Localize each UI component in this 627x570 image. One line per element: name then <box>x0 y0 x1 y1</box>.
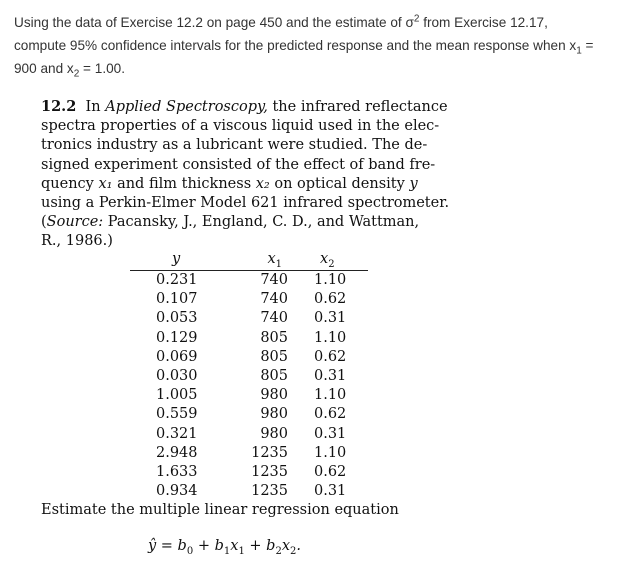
table-row <box>130 405 368 424</box>
cell-y: 0.934 <box>156 483 198 500</box>
exercise-line: 12.2 In Applied Spectroscopy, the infrared reflectance <box>41 98 448 115</box>
cell-x2: 1.10 <box>314 444 347 461</box>
table-row <box>130 482 368 501</box>
table-row <box>130 271 368 290</box>
cell-x2: 1.10 <box>314 272 347 288</box>
question-text <box>14 11 619 80</box>
cell-y: 0.053 <box>156 310 198 327</box>
cell-y: 1.633 <box>156 463 198 480</box>
cell-x1: 805 <box>260 348 288 365</box>
cell-x1: 1235 <box>251 444 288 461</box>
table-row <box>130 386 368 405</box>
exercise-line: tronics industry as a lubricant were studied. The de- <box>41 137 428 154</box>
cell-y: 0.030 <box>156 367 198 384</box>
header-y: y <box>172 251 181 267</box>
question-line-3: 900 and $x_2 = 1.00$. <box>14 61 126 80</box>
cell-x1: 740 <box>260 291 288 308</box>
cell-x2: 0.31 <box>314 310 347 327</box>
exercise-excerpt <box>41 97 471 252</box>
cell-x2: 0.62 <box>314 463 347 480</box>
table-row <box>130 348 368 367</box>
cell-x2: 1.10 <box>314 387 347 404</box>
table-row <box>130 367 368 386</box>
table-header <box>130 251 368 271</box>
exercise-line: (Source: Pacansky, J., England, C. D., and Wattman, <box>41 214 420 231</box>
cell-x1: 740 <box>260 310 288 327</box>
table-row <box>130 290 368 309</box>
cell-x1: 980 <box>260 406 288 423</box>
exercise-number: 12.2 <box>41 98 77 115</box>
exercise-line: quency x₁ and film thickness x₂ on optical density y <box>41 175 418 192</box>
cell-x1: 805 <box>260 367 288 384</box>
estimate-instruction: Estimate the multiple linear regression equation <box>41 502 399 518</box>
cell-x2: 0.31 <box>314 483 347 500</box>
question-line-2: compute 95% confidence intervals for the predicted response and the mean response when $x_1$ = <box>14 38 594 57</box>
table-row <box>130 463 368 482</box>
exercise-line: signed experiment consisted of the effect of band fre- <box>41 156 436 173</box>
cell-x1: 1235 <box>251 463 288 480</box>
cell-x1: 980 <box>260 425 288 442</box>
x1-subscript: 1 <box>576 45 582 57</box>
cell-x2: 0.62 <box>314 291 347 308</box>
table-row <box>130 329 368 348</box>
cell-y: 0.107 <box>156 291 198 308</box>
cell-y: 0.129 <box>156 329 198 346</box>
exercise-line: using a Perkin-Elmer Model 621 infrared spectrometer. <box>41 195 450 212</box>
cell-y: 0.559 <box>156 406 198 423</box>
question-line-1: Using the data of Exercise 12.2 on page 450 and the estimate of $\sigma^2$ from Exercise 12.17, <box>14 13 548 30</box>
table-row <box>130 309 368 328</box>
table-row <box>130 425 368 444</box>
cell-x2: 0.62 <box>314 348 347 365</box>
cell-y: 0.321 <box>156 425 198 442</box>
exercise-line: R., 1986.) <box>41 233 113 250</box>
cell-x1: 980 <box>260 387 288 404</box>
header-x2: $x_2$ <box>320 251 335 270</box>
cell-y: 1.005 <box>156 387 198 404</box>
cell-y: 0.231 <box>156 272 198 288</box>
header-x1: $x_1$ <box>267 251 282 270</box>
exercise-line: spectra properties of a viscous liquid used in the elec- <box>41 118 440 135</box>
cell-y: 0.069 <box>156 348 198 365</box>
cell-x1: 805 <box>260 329 288 346</box>
cell-x2: 1.10 <box>314 329 347 346</box>
cell-x2: 0.31 <box>314 425 347 442</box>
cell-x2: 0.31 <box>314 367 347 384</box>
table-body <box>130 271 368 501</box>
data-table <box>130 251 368 501</box>
sigma-exponent: 2 <box>413 13 420 25</box>
cell-x2: 0.62 <box>314 406 347 423</box>
cell-y: 2.948 <box>156 444 198 461</box>
cell-x1: 740 <box>260 272 288 288</box>
regression-equation: ŷ = $b_0 + b_1x_1 + b_2x_2$. <box>148 538 302 557</box>
table-row <box>130 444 368 463</box>
cell-x1: 1235 <box>251 483 288 500</box>
x2-subscript: 2 <box>73 68 80 80</box>
